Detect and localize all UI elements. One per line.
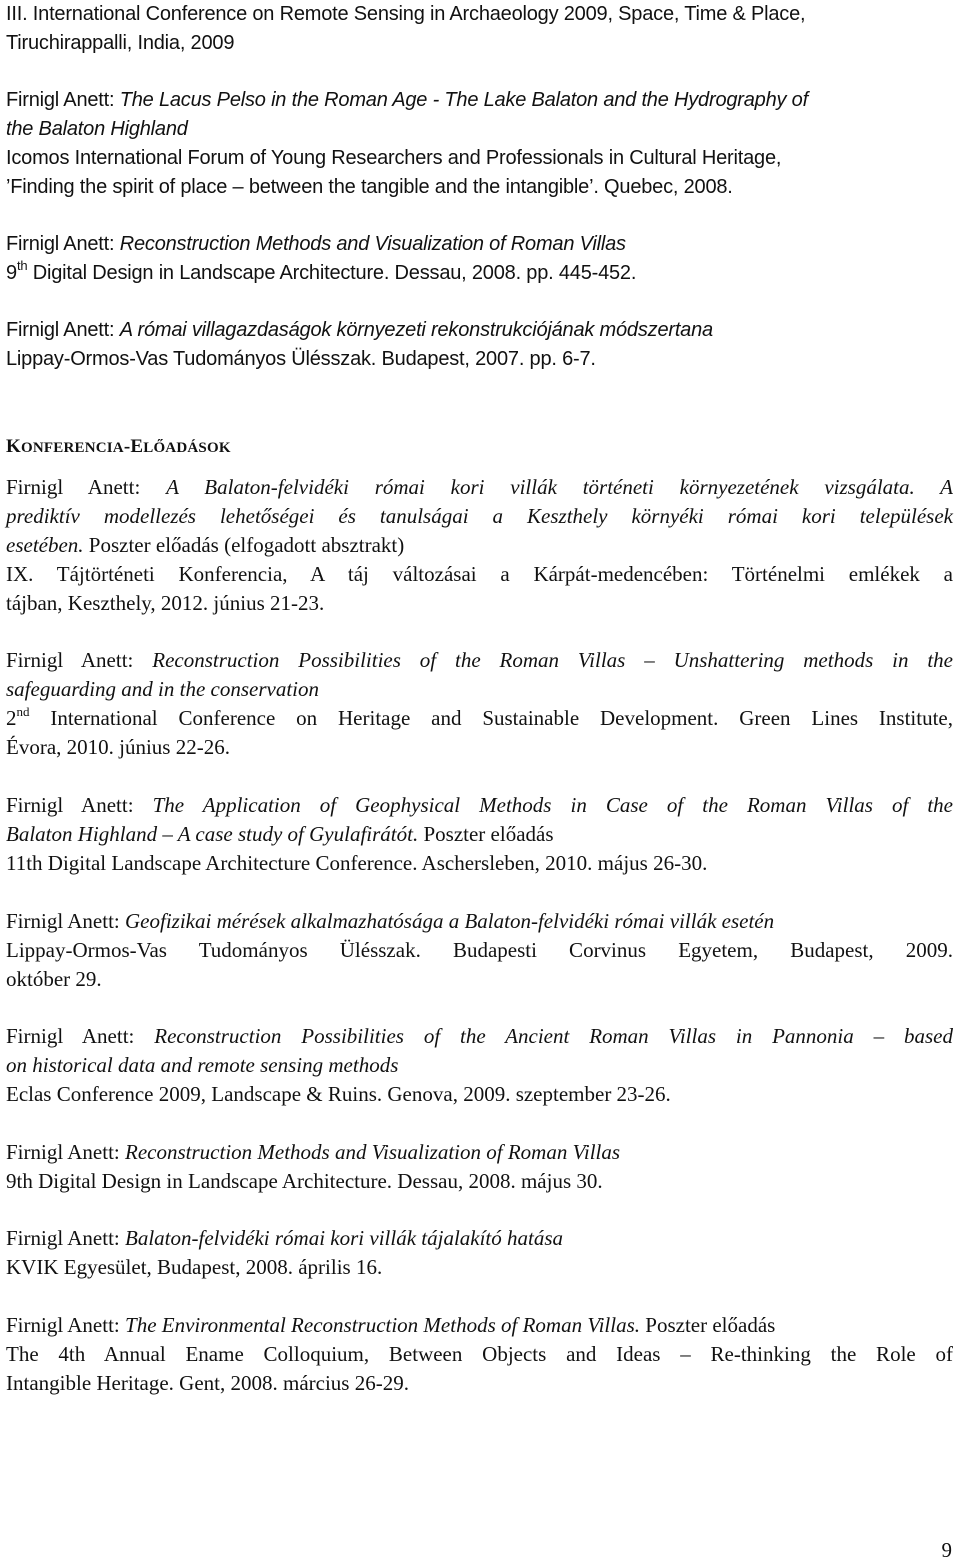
ref-author: Firnigl Anett: <box>6 1024 155 1048</box>
ref-author: Firnigl Anett: <box>6 648 153 672</box>
ref-title: The Lacus Pelso in the Roman Age - The Lake Balaton and the Hydrography of <box>119 89 808 111</box>
ref-title-line <box>6 1022 953 1051</box>
ref-line: Eclas Conference 2009, Landscape & Ruins. Genova, 2009. szeptember 23-26. <box>6 1082 671 1106</box>
ref-title: Reconstruction Possibilities of the Roman Villas – Unshattering methods in the <box>152 648 953 672</box>
ref-title-line <box>6 1138 953 1167</box>
ref-line <box>6 259 953 288</box>
ref-author: Firnigl Anett: <box>6 1140 126 1164</box>
ref-line: ’Finding the spirit of place – between the tangible and the intangible’. Quebec, 2008. <box>6 176 733 198</box>
ref-line: Tiruchirappalli, India, 2009 <box>6 32 235 54</box>
ref-title-line <box>6 791 953 820</box>
ordinal-suffix: nd <box>16 704 30 719</box>
ref-title: A római villagazdaságok környezeti rekonstrukciójának módszertana <box>119 319 713 341</box>
ref-line: Lippay-Ormos-Vas Tudományos Ülésszak. Budapest, 2007. pp. 6-7. <box>6 348 596 370</box>
ref-title: A Balaton-felvidéki római kori villák történeti környezetének vizsgálata. A <box>166 475 953 499</box>
ref-author: Firnigl Anett: <box>6 475 167 499</box>
edition-number: 9 <box>6 262 17 284</box>
ref-author: Firnigl Anett: <box>6 319 120 341</box>
ref-author: Firnigl Anett: <box>6 793 153 817</box>
ref-line: Intangible Heritage. Gent, 2008. március 26-29. <box>6 1371 409 1395</box>
ref-title: esetében. <box>6 533 84 557</box>
ref-line: Lippay-Ormos-Vas Tudományos Ülésszak. Budapesti Corvinus Egyetem, Budapest, 2009. <box>6 938 953 962</box>
ref-author: Firnigl Anett: <box>6 89 120 111</box>
ref-line <box>6 704 953 733</box>
ref-author: Firnigl Anett: <box>6 909 126 933</box>
ref-title: Balaton Highland – A case study of Gyulafirátót. <box>6 822 419 846</box>
ref-line: 11th Digital Landscape Architecture Conference. Aschersleben, 2010. május 26-30. <box>6 851 708 875</box>
ref-line: tájban, Keszthely, 2012. június 21-23. <box>6 591 325 615</box>
ref-title-line <box>6 1051 953 1080</box>
ref-title-line <box>6 675 953 704</box>
ref-title-line <box>6 473 953 502</box>
ref-title-line <box>6 502 953 531</box>
ref-title: on historical data and remote sensing methods <box>6 1053 399 1077</box>
ref-title: safeguarding and in the conservation <box>6 677 320 701</box>
page-number: 9 <box>941 1538 952 1562</box>
ref-line: Évora, 2010. június 22-26. <box>6 735 230 759</box>
ref-title: Reconstruction Possibilities of the Ancient Roman Villas in Pannonia – based <box>154 1024 953 1048</box>
ref-line: The 4th Annual Ename Colloquium, Between Objects and Ideas – Re-thinking the Role of <box>6 1342 953 1366</box>
ref-title: The Environmental Reconstruction Methods of Roman Villas. <box>125 1313 641 1337</box>
ref-title: prediktív modellezés lehetőségei és tanulságai a Keszthely környéki római kori települések <box>6 504 953 528</box>
ref-title-line <box>6 115 953 144</box>
ref-author: Firnigl Anett: <box>6 233 120 255</box>
ref-title: Geofizikai mérések alkalmazhatósága a Balaton-felvidéki római villák esetén <box>125 909 775 933</box>
ref-title: Balaton-felvidéki római kori villák tájalakító hatása <box>125 1226 564 1250</box>
poster-note: Poszter előadás <box>418 822 554 846</box>
ref-line: IX. Tájtörténeti Konferencia, A táj változásai a Kárpát-medencében: Történelmi emlékek a <box>6 562 953 586</box>
ref-title: the Balaton Highland <box>6 118 188 140</box>
poster-note: Poszter előadás <box>640 1313 776 1337</box>
ref-title-line <box>6 86 953 115</box>
ordinal-suffix: th <box>16 258 28 273</box>
ref-title: The Application of Geophysical Methods in Case of the Roman Villas of the <box>152 793 954 817</box>
ref-title-line <box>6 646 953 675</box>
ref-title: Reconstruction Methods and Visualization of Roman Villas <box>125 1140 621 1164</box>
ref-title: Reconstruction Methods and Visualization of Roman Villas <box>119 233 626 255</box>
ref-line: Icomos International Forum of Young Researchers and Professionals in Cultural Heritage, <box>6 147 782 169</box>
ref-title-line <box>6 316 953 345</box>
ref-venue: International Conference on Heritage and Sustainable Development. Green Lines Institute, <box>29 706 953 730</box>
ref-line: 9th Digital Design in Landscape Architecture. Dessau, 2008. május 30. <box>6 1169 603 1193</box>
ref-venue: Digital Design in Landscape Architecture. Dessau, 2008. pp. 445-452. <box>27 262 637 284</box>
ref-title-line <box>6 907 953 936</box>
ref-line: október 29. <box>6 967 102 991</box>
ref-author: Firnigl Anett: <box>6 1313 126 1337</box>
ref-author: Firnigl Anett: <box>6 1226 126 1250</box>
poster-note: Poszter előadás (elfogadott absztrakt) <box>83 533 405 557</box>
section-heading: KONFERENCIA-ELŐADÁSOK <box>6 436 231 457</box>
ref-title-line <box>6 1224 953 1253</box>
ref-line: III. International Conference on Remote Sensing in Archaeology 2009, Space, Time & Place, <box>6 3 806 25</box>
edition-number: 2 <box>6 706 17 730</box>
ref-title-line <box>6 531 953 560</box>
ref-line: KVIK Egyesület, Budapest, 2008. április 16. <box>6 1255 383 1279</box>
ref-title-line <box>6 820 953 849</box>
ref-title-line <box>6 230 953 259</box>
ref-title-line <box>6 1311 953 1340</box>
